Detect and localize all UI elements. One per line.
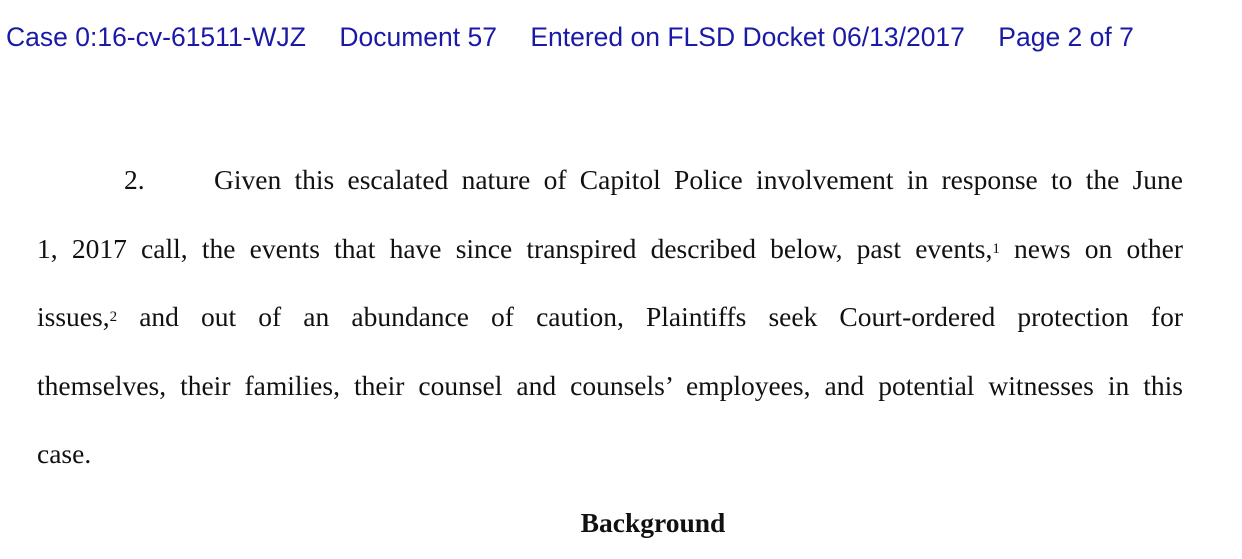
paragraph-line xyxy=(37,437,1183,471)
paragraph-line-text: and out of an abundance of caution, Plaintiffs seek Court-ordered protection for xyxy=(117,301,1183,332)
paragraph-line xyxy=(37,369,1183,403)
paragraph-line-text: issues, xyxy=(37,301,110,332)
footnote-ref-2[interactable]: 2 xyxy=(109,309,118,325)
paragraph-line-text: Given this escalated nature of Capitol Police involvement in response to the June xyxy=(214,164,1183,195)
paragraph-number: 2. xyxy=(124,164,145,195)
paragraph-line-text: news on other xyxy=(999,232,1183,264)
paragraph-line xyxy=(37,232,1183,266)
paragraph-line xyxy=(37,163,1183,197)
page-indicator: Page 2 of 7 xyxy=(998,22,1134,52)
paragraph-line xyxy=(37,300,1183,334)
docket-header xyxy=(6,20,1134,54)
entered-date: Entered on FLSD Docket 06/13/2017 xyxy=(530,22,965,52)
case-number: Case 0:16-cv-61511-WJZ xyxy=(6,22,306,52)
paragraph-line-text: case. xyxy=(37,438,92,469)
paragraph-2 xyxy=(37,163,1183,506)
footnote-ref-1[interactable]: 1 xyxy=(992,240,1000,257)
document-number: Document 57 xyxy=(339,22,497,52)
section-heading: Background xyxy=(580,507,726,538)
paragraph-line-text: 1, 2017 call, the events that have since transpired described below, past events, xyxy=(37,232,993,264)
paragraph-line-text: themselves, their families, their counsel and counsels’ employees, and potential witnesses in this xyxy=(37,369,1183,401)
